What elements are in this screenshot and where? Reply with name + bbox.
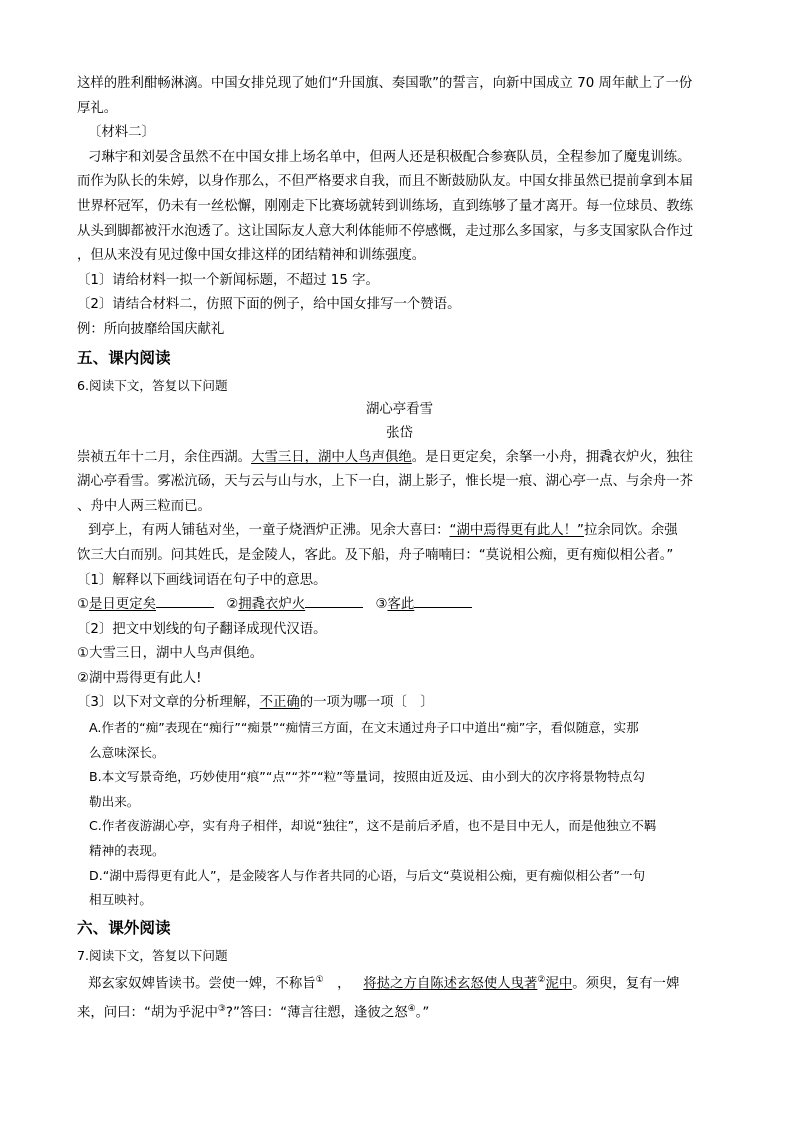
sub-question-1-items: ①是日更定矣 ②拥毳衣炉火 ③客此 xyxy=(77,593,722,618)
sub-question-2-item: ②湖中焉得更有此人! xyxy=(77,670,202,686)
underlined-sentence: “湖中焉得更有此人！” xyxy=(449,523,584,539)
question-6-prompt: 6.阅读下文，答复以下问题 xyxy=(77,377,228,393)
underlined-word: 不正确 xyxy=(259,695,300,711)
answer-blank[interactable] xyxy=(305,595,363,608)
option-d: D.“湖中焉得更有此人”，是金陵客人与作者共同的心语，与后文“莫说相公痴，更有痴似相公者”一句 xyxy=(89,867,646,883)
material-two-line: ，但从来没有见过像中国女排这样的团结精神和训练强度。 xyxy=(77,248,426,264)
option-c: C.作者夜游湖心亭，实有舟子相伴，却说“独往”，这不是前后矛盾，也不是目中无人，而是他独立不羁 xyxy=(89,818,657,834)
underlined-sentence: 将挞之方自陈述玄怒使人曳著 xyxy=(363,976,538,992)
passage-line: 来，问曰：“胡为乎泥中③?”答曰：“薄言往愬，逢彼之怒④。” xyxy=(77,1003,430,1021)
sub-question-2: 〔2〕把文中划线的句子翻译成现代汉语。 xyxy=(77,621,327,637)
sub-question-1: 〔1〕解释以下画线词语在句子中的意思。 xyxy=(77,572,327,588)
section-five-heading: 五、课内阅读 xyxy=(77,348,171,367)
material-two-line: 从头到脚都被汗水泡透了。这让国际友人意大利体能师不停感慨，走过那么多国家，与多支国家队合作过 xyxy=(77,223,693,239)
passage-line: 、舟中人两三粒而已。 xyxy=(77,498,211,514)
footnote-marker: ③ xyxy=(217,1003,226,1014)
option-c-cont: 精神的表现。 xyxy=(89,843,165,859)
underlined-word: 拥毳衣炉火 xyxy=(238,597,306,613)
question-item: 〔1〕请给材料一拟一个新闻标题，不超过 15 字。 xyxy=(77,272,379,288)
question-item: 〔2〕请结合材料二，仿照下面的例子，给中国女排写一个赞语。 xyxy=(77,297,461,313)
option-a: A.作者的“痴”表现在“痴行”“痴景”“痴情三方面，在文末通过舟子口中道出“痴”字，看似随意，实那 xyxy=(89,720,639,736)
material-one-tail-line: 这样的胜利酣畅淋漓。中国女排兑现了她们“升国旗、奏国歌”的誓言，向新中国成立 70 周年献上了一份 xyxy=(77,76,693,91)
material-two-line: 刁琳宇和刘晏含虽然不在中国女排上场名单中，但两人还是积极配合参赛队员，全程参加了魔鬼训练。 xyxy=(88,149,691,165)
material-two-label: 〔材料二〕 xyxy=(88,125,155,141)
option-b: B.本文写景奇绝，巧妙使用“痕”“点”“芥”“粒”等量词，按照由近及远、由小到大的次序将景物特点勾 xyxy=(89,769,645,785)
passage-title: 湖心亭看雪 xyxy=(366,401,433,417)
footnote-marker: ① xyxy=(315,974,324,985)
option-a-cont: 么意味深长。 xyxy=(89,744,165,760)
footnote-marker: ② xyxy=(537,974,546,985)
sub-question-3: 〔3〕以下对文章的分析理解，不正确的一项为哪一项〔 〕 xyxy=(77,695,434,711)
passage-line: 崇祯五年十二月，余住西湖。大雪三日，湖中人鸟声俱绝。是日更定矣，余拏一小舟，拥毳衣炉火，独往 xyxy=(77,449,693,465)
footnote-marker: ④ xyxy=(407,1003,416,1014)
material-one-tail-line: 厚礼。 xyxy=(77,100,118,116)
passage-line: 到亭上，有两人铺毡对坐，一童子烧酒炉正沸。见余大喜曰：“湖中焉得更有此人！”拉余同饮。余强 xyxy=(88,523,678,539)
underlined-word: 泥中 xyxy=(545,976,573,992)
passage-line: 饮三大白而别。问其姓氏，是金陵人，客此。及下船，舟子喃喃曰：“莫说相公痴，更有痴似相公者。” xyxy=(77,547,674,563)
answer-blank[interactable] xyxy=(156,595,214,608)
passage-line: 湖心亭看雪。雾凇沆砀，天与云与山与水，上下一白，湖上影子，惟长堤一痕、湖心亭一点、与余舟一芥 xyxy=(77,474,693,490)
underlined-word: 客此 xyxy=(387,597,415,613)
sub-question-2-item: ①大雪三日，湖中人鸟声俱绝。 xyxy=(77,646,264,662)
underlined-word: 是日更定矣 xyxy=(89,597,156,613)
answer-blank[interactable] xyxy=(414,595,472,608)
document-page xyxy=(77,72,722,1026)
option-d-cont: 相互映衬。 xyxy=(89,892,152,908)
material-two-line: 世界杯冠军，仍未有一丝松懈，刚刚走下比赛场就转到训练场，直到练够了量才离开。每一位球员、教练 xyxy=(77,198,693,214)
passage-line: 郑玄家奴婢皆读书。尝使一婢，不称旨① ， 将挞之方自陈述玄怒使人曳著②泥中。须臾，复有一婢 xyxy=(88,974,680,992)
passage-author: 张岱 xyxy=(386,425,413,441)
underlined-sentence: 大雪三日，湖中人鸟声俱绝 xyxy=(251,449,412,465)
example-line: 例：所向披靡给国庆献礼 xyxy=(77,321,225,337)
option-b-cont: 勒出来。 xyxy=(89,793,140,809)
material-two-line: 而作为队长的朱婷，以身作那么，不但严格要求自我，而且不断鼓励队友。中国女排虽然已提前拿到本届 xyxy=(77,174,693,190)
question-7-prompt: 7.阅读下文，答复以下问题 xyxy=(77,947,228,963)
section-six-heading: 六、课外阅读 xyxy=(77,918,171,937)
